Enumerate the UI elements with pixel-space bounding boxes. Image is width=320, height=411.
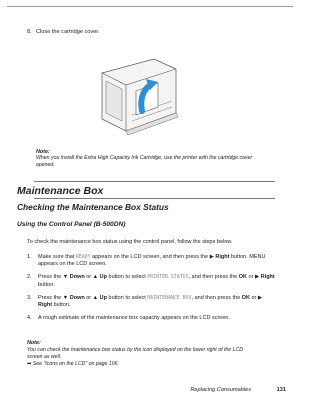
list-item [27,295,275,309]
step-number: 8. [27,29,32,35]
step-number: 1. [27,254,32,260]
step-text: Press the ▼ Down or ▲ Up button to select PRINTER STATUS, and then press the OK or ▶ Right button. [38,274,275,288]
cross-reference-link[interactable]: ➡ See "Icons on the LCD" on page 106. [27,361,119,367]
step-number: 4. [27,315,32,322]
note-text: When you install the Extra High Capacity Ink Cartridge, use the printer with the cartridge cover opened. [36,155,253,168]
subsubsection-heading: Using the Control Panel (B-500DN) [17,221,126,228]
header-rule [7,6,293,7]
footer-section-title: Replacing Consumables [190,387,251,393]
list-item [27,315,275,322]
printer-illustration [96,55,180,135]
intro-paragraph: To check the maintenance box status using the control panel, follow the steps below. [27,239,233,245]
list-item [27,254,275,268]
step-number: 3. [27,294,32,301]
section-heading: Maintenance Box [17,185,104,197]
step-text: Press the ▼ Down or ▲ Up button to select MAINTENANCE BOX, and then press the OK or ▶ Right button. [38,294,263,309]
note-title: Note: [27,340,41,346]
steps-list [27,254,275,328]
printer-cartridge-cover-icon [96,55,180,135]
step-text: Make sure that READY appears on the LCD screen, and then press the ▶ Right button. MENU appears on the LCD screen. [38,254,266,268]
page-number: 131 [276,387,286,393]
step-text: Close the cartridge cover. [36,29,100,35]
list-item [27,274,275,288]
note-title: Note: [36,149,50,155]
step-number: 2. [27,274,32,281]
note-text: You can check the maintenance box status by the icon displayed on the lower right of the LCD screen as well. [27,347,243,360]
subsection-heading: Checking the Maintenance Box Status [17,202,169,212]
section-rule [34,181,275,182]
step-text: A rough estimate of the maintenance box capacity appears on the LCD screen. [38,315,231,322]
step-8 [27,29,99,35]
section-rule-2 [34,198,275,199]
